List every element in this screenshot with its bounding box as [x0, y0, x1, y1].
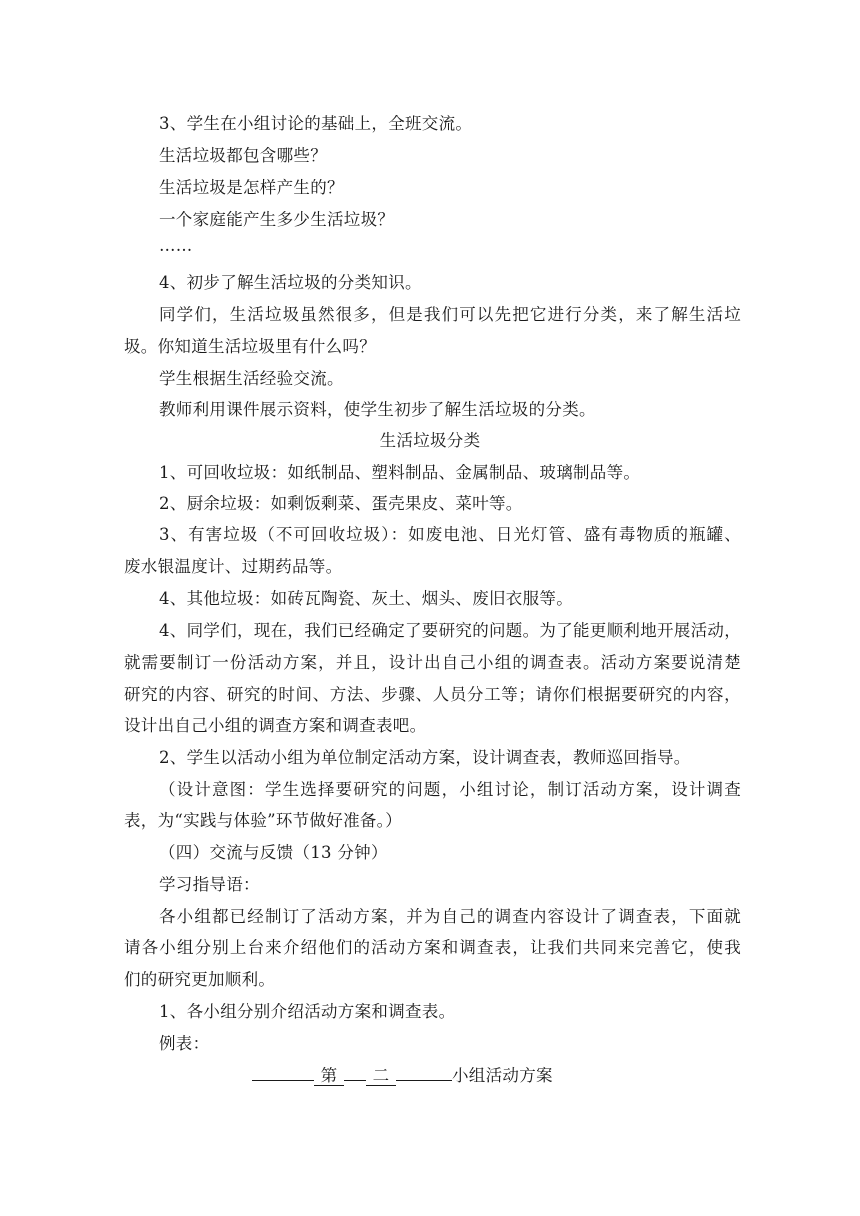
paragraph-line: 例表：	[159, 1034, 210, 1053]
form-title-suffix: 小组活动方案	[452, 1066, 553, 1085]
paragraph-line: 生活垃圾都包含哪些？	[159, 146, 327, 165]
section-heading: 生活垃圾分类	[379, 431, 481, 450]
paragraph-line: 教师利用课件展示资料，使学生初步了解生活垃圾的分类。	[159, 400, 596, 419]
paragraph-line: 4、同学们，现在，我们已经确定了要研究的问题。为了能更顺利地开展活动，	[159, 621, 741, 640]
list-item: 1、可回收垃圾：如纸制品、塑料制品、金属制品、玻璃制品等。	[159, 463, 641, 482]
paragraph-line: 请各小组分别上台来介绍他们的活动方案和调查表，让我们共同来完善它，使我	[124, 938, 741, 957]
paragraph-line: 学生根据生活经验交流。	[159, 369, 344, 388]
list-item-continuation: 废水银温度计、过期药品等。	[124, 557, 343, 576]
paragraph-line: 一个家庭能产生多少生活垃圾？	[159, 210, 395, 229]
form-title-group-number: 二	[366, 1066, 396, 1086]
list-item: 2、厨余垃圾：如剩饭剩菜、蛋壳果皮、菜叶等。	[159, 494, 523, 513]
paragraph-line: 1、各小组分别介绍活动方案和调查表。	[159, 1002, 456, 1021]
paragraph-line: 圾。你知道生活垃圾里有什么吗？	[124, 337, 376, 356]
form-title-ordinal: 第	[314, 1066, 344, 1086]
paragraph-line: 生活垃圾是怎样产生的？	[159, 178, 344, 197]
ellipsis-line: ……	[159, 236, 193, 255]
paragraph-line: 就需要制订一份活动方案，并且，设计出自己小组的调查表。活动方案要说清楚	[124, 653, 741, 672]
paragraph-line: 2、学生以活动小组为单位制定活动方案，设计调查表，教师巡回指导。	[159, 748, 691, 767]
subsection-heading: （四）交流与反馈（13 分钟）	[159, 843, 388, 862]
paragraph-line: 4、初步了解生活垃圾的分类知识。	[159, 273, 422, 292]
paragraph-line: （设计意图：学生选择要研究的问题，小组讨论，制订活动方案，设计调查	[159, 780, 741, 799]
paragraph-line: 们的研究更加顺利。	[124, 970, 276, 989]
paragraph-line: 设计出自己小组的调查方案和调查表吧。	[124, 716, 427, 735]
paragraph-line: 3、学生在小组讨论的基础上，全班交流。	[159, 114, 473, 133]
paragraph-line: 同学们，生活垃圾虽然很多，但是我们可以先把它进行分类，来了解生活垃	[159, 305, 741, 324]
form-title	[252, 1066, 553, 1086]
paragraph-line: 表，为“实践与体验”环节做好准备。）	[124, 811, 403, 830]
paragraph-line: 各小组都已经制订了活动方案，并为自己的调查内容设计了调查表，下面就	[159, 907, 741, 926]
list-item: 3、有害垃圾（不可回收垃圾）：如废电池、日光灯管、盛有毒物质的瓶罐、	[159, 525, 741, 544]
paragraph-line: 研究的内容、研究的时间、方法、步骤、人员分工等；请你们根据要研究的内容，	[124, 685, 741, 704]
paragraph-line: 学习指导语：	[159, 875, 260, 894]
list-item: 4、其他垃圾：如砖瓦陶瓷、灰土、烟头、废旧衣服等。	[159, 589, 573, 608]
